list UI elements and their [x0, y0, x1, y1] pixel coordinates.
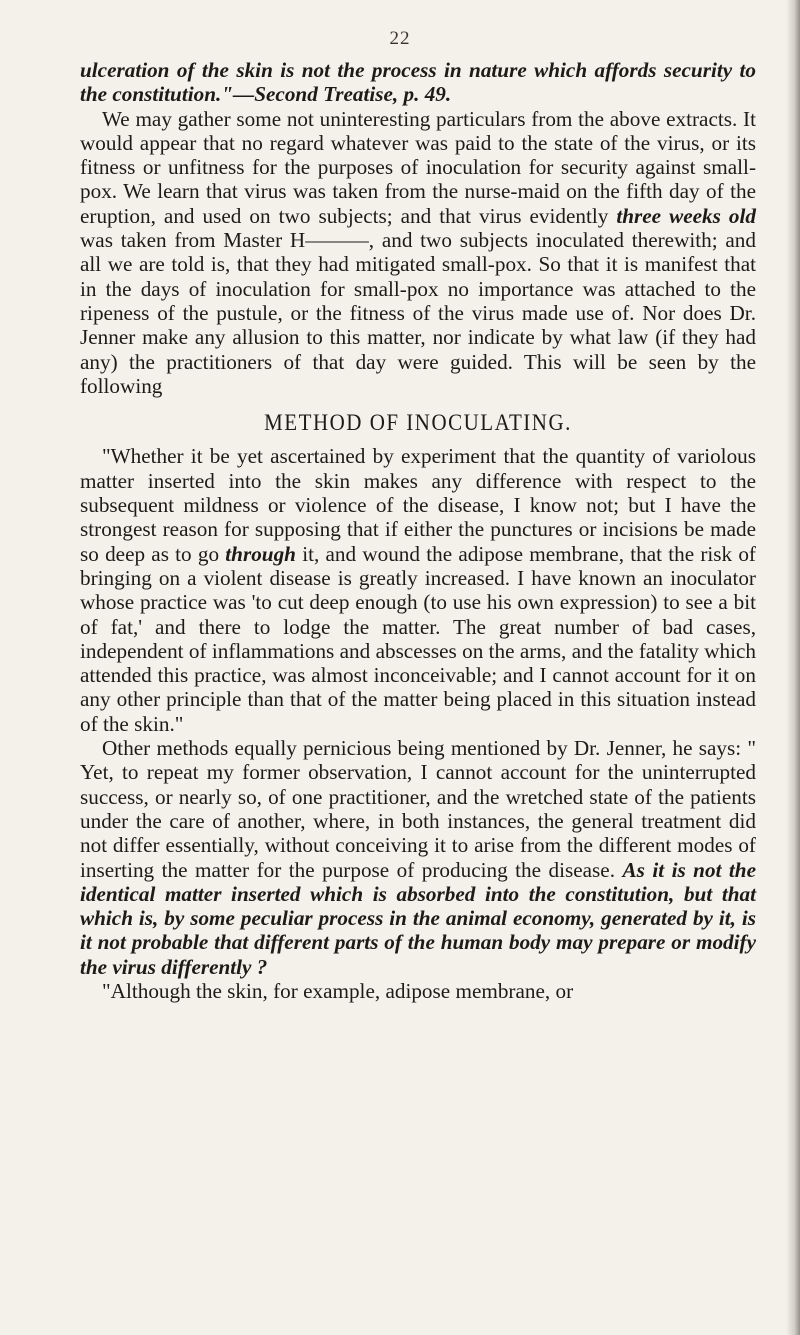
- italic-through: through: [225, 541, 296, 566]
- paragraph-extracts: [80, 107, 756, 399]
- italic-quote-end: ulceration of the skin is not the process in nature which affords security to the constitution."—Second Treatise, p. 49.: [80, 58, 756, 107]
- paragraph-method-part1: "Whether it be yet ascertained by experiment that the quantity of variolous matter inserted into the skin makes any difference with respect to the subsequent mildness or violence of the disease, I know not; but I have the strongest reason for supposing that if either the punctures or incisions be made so deep as to go: [80, 444, 756, 566]
- paragraph-method-quote: [80, 444, 756, 736]
- paragraph-although: "Although the skin, for example, adipose membrane, or: [102, 978, 574, 1003]
- paragraph-extracts-part2: was taken from Master H———, and two subjects inoculated therewith; and all we are told is, that they had mitigated small-pox. So that it is manifest that in the days of inoculation for small-pox no importance was attached to the ripeness of the pustule, or the fitness of the virus made use of. Nor does Dr. Jenner make any allusion to this matter, nor indicate by what law (if they had any) the practitioners of that day were guided. This will be seen by the following: [80, 228, 756, 398]
- paragraph-quote-end: [80, 58, 756, 107]
- page-edge-shadow: [786, 0, 800, 1335]
- section-heading: METHOD OF INOCULATING.: [264, 408, 572, 436]
- paragraph-other-methods-part1: Other methods equally pernicious being mentioned by Dr. Jenner, he says: " Yet, to repeat my former observation, I cannot account for the uninterrupted success, or nearly so, of one practitioner, and the wretched state of the patients under the care of another, where, in both instances, the general treatment did not differ essentially, without conceiving it to arise from the different modes of inserting the matter for the purpose of producing the disease.: [80, 736, 756, 882]
- paragraph-extracts-part1: We may gather some not uninteresting particulars from the above extracts. It would appear that no regard whatever was paid to the state of the virus, or its fitness or unfitness for the purposes of inoculation for security against small-pox. We learn that virus was taken from the nurse-maid on the fifth day of the eruption, and used on two subjects; and that virus evidently: [80, 106, 756, 228]
- italic-three-weeks-old: three weeks old: [616, 203, 757, 228]
- paragraph-other-methods: [80, 736, 756, 979]
- page-number: 22: [389, 28, 411, 49]
- italic-identical-matter: As it is not the identical matter inserted which is absorbed into the constitution, but that which is, by some peculiar process in the animal economy, generated by it, is it not probable that different parts of the human body may prepare or modify the virus differently ?: [80, 857, 756, 979]
- body-text: [80, 58, 756, 1003]
- paragraph-method-part2: it, and wound the adipose membrane, that the risk of bringing on a violent disease is greatly increased. I have known an inoculator whose practice was 'to cut deep enough (to use his own expression) to see a bit of fat,' and there to lodge the matter. The great number of bad cases, independent of inflammations and abscesses on the arms, and the fatality which attended this practice, was almost inconceivable; and I cannot account for it on any other principle than that of the matter being placed in this situation instead of the skin.": [80, 541, 756, 736]
